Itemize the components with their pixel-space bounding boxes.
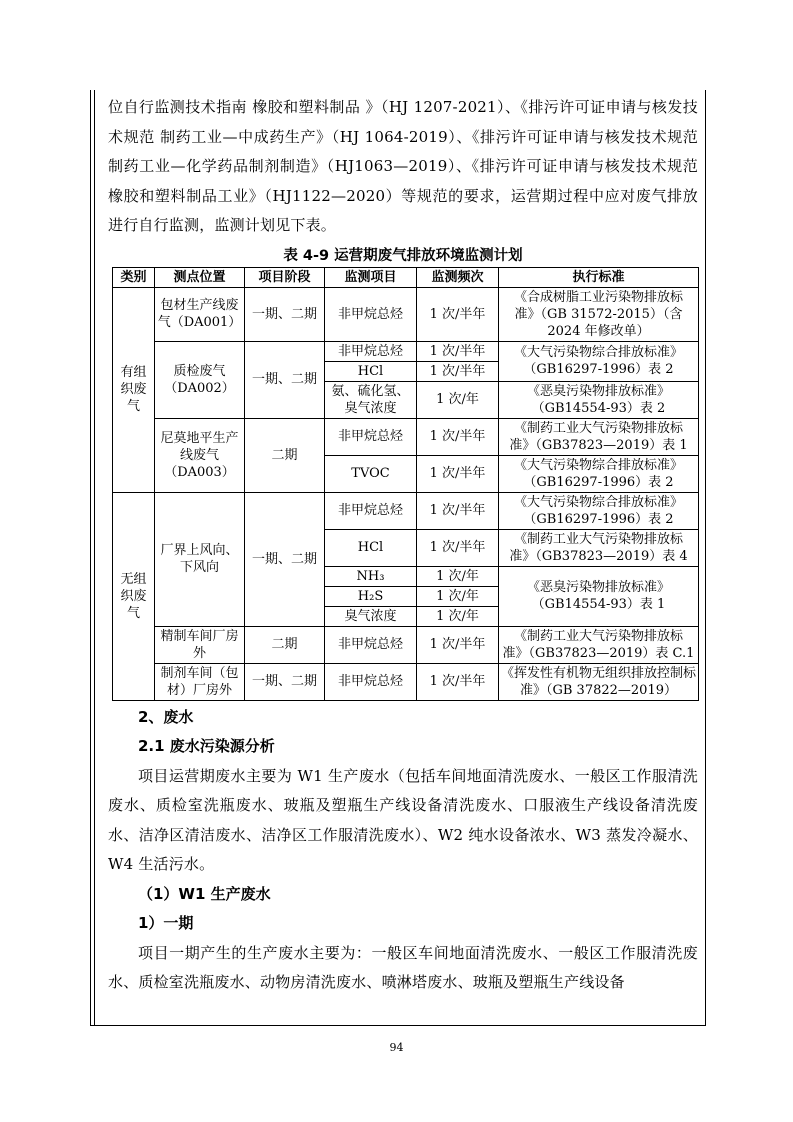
phase1-heading: 1）一期 xyxy=(138,914,194,932)
phase-cell: 一期、二期 xyxy=(245,492,325,626)
intro-paragraph: 位自行监测技术指南 橡胶和塑料制品 》（HJ 1207-2021）、《排污许可证申请与核发技术规范 制药工业—中成药生产》（HJ 1064-2019）、《排污许可证申请与核发技术规范 制药工业—化学药品制剂制造》（HJ1063—2019）、《排污许可证申请与核发技术规范 橡胶和塑料制品工业》（HJ1122—2020）等规范的要求，运营期过程中应对废气排放进行自行监测，监测计划见下表。 xyxy=(108,98,698,234)
header-standard: 执行标准 xyxy=(499,267,699,287)
frame-bottom-border xyxy=(90,1025,706,1026)
standard-cell: 《挥发性有机物无组织排放控制标准》（GB 37822—2019） xyxy=(499,663,699,700)
item-cell: 非甲烷总烃 xyxy=(325,341,417,361)
table-caption: 表 4-9 运营期废气排放环境监测计划 xyxy=(283,247,523,264)
standard-cell: 《大气污染物综合排放标准》（GB16297-1996）表 2 xyxy=(499,492,699,529)
table-row xyxy=(113,492,699,529)
location-cell: 制剂车间（包材）厂房外 xyxy=(155,663,245,700)
item-cell: 氨、硫化氢、臭气浓度 xyxy=(325,381,417,418)
wastewater-paragraph: 项目运营期废水主要为 W1 生产废水（包括车间地面清洗废水、一般区工作服清洗废水、质检室洗瓶废水、玻瓶及塑瓶生产线设备清洗废水、口服液生产线设备清洗废水、洁净区清洁废水、洁净区工作服清洗废水）、W2 纯水设备浓水、W3 蒸发冷凝水、W4 生活污水。 xyxy=(108,766,698,873)
section-heading-wastewater: 2、废水 xyxy=(138,707,194,726)
standard-cell: 《恶臭污染物排放标准》（GB14554-93）表 2 xyxy=(499,381,699,418)
phase-cell: 一期、二期 xyxy=(245,287,325,341)
frequency-cell: 1 次/年 xyxy=(417,566,499,586)
table-row xyxy=(113,626,699,663)
header-phase: 项目阶段 xyxy=(245,267,325,287)
frequency-cell: 1 次/半年 xyxy=(417,492,499,529)
standard-cell: 《大气污染物综合排放标准》（GB16297-1996）表 2 xyxy=(499,341,699,381)
item-cell: 非甲烷总烃 xyxy=(325,626,417,663)
frequency-cell: 1 次/半年 xyxy=(417,529,499,566)
frequency-cell: 1 次/半年 xyxy=(417,626,499,663)
frequency-cell: 1 次/半年 xyxy=(417,455,499,492)
category-fugitive: 无组织废气 xyxy=(113,492,155,700)
standard-cell: 《大气污染物综合排放标准》（GB16297-1996）表 2 xyxy=(499,455,699,492)
item-cell: 非甲烷总烃 xyxy=(325,418,417,455)
section-heading-wastewater-analysis: 2.1 废水污染源分析 xyxy=(138,737,275,755)
item-cell: 非甲烷总烃 xyxy=(325,492,417,529)
phase-cell: 二期 xyxy=(245,418,325,492)
location-cell: 尼莫地平生产线废气（DA003） xyxy=(155,418,245,492)
header-category: 类别 xyxy=(113,267,155,287)
page-number: 94 xyxy=(389,1041,404,1054)
frequency-cell: 1 次/半年 xyxy=(417,287,499,341)
table-row xyxy=(113,287,699,341)
phase-cell: 二期 xyxy=(245,626,325,663)
monitoring-table xyxy=(112,267,699,701)
header-frequency: 监测频次 xyxy=(417,267,499,287)
frequency-cell: 1 次/年 xyxy=(417,606,499,626)
frequency-cell: 1 次/年 xyxy=(417,381,499,418)
frequency-cell: 1 次/半年 xyxy=(417,663,499,700)
item-cell: 非甲烷总烃 xyxy=(325,287,417,341)
frequency-cell: 1 次/半年 xyxy=(417,361,499,381)
location-cell: 质检废气（DA002） xyxy=(155,341,245,418)
location-cell: 包材生产线废气（DA001） xyxy=(155,287,245,341)
table-row xyxy=(113,341,699,361)
item-cell: TVOC xyxy=(325,455,417,492)
item-cell: H₂S xyxy=(325,586,417,606)
standard-cell: 《制药工业大气污染物排放标准》（GB37823—2019）表 C.1 xyxy=(499,626,699,663)
location-cell: 精制车间厂房外 xyxy=(155,626,245,663)
page-content xyxy=(108,90,698,998)
frame-right-border xyxy=(705,90,706,1026)
item-cell: HCl xyxy=(325,529,417,566)
frequency-cell: 1 次/半年 xyxy=(417,341,499,361)
header-location: 测点位置 xyxy=(155,267,245,287)
frame-left-border-inner xyxy=(94,90,95,1026)
item-cell: NH₃ xyxy=(325,566,417,586)
page-frame xyxy=(90,90,706,1026)
standard-cell: 《恶臭污染物排放标准》（GB14554-93）表 1 xyxy=(499,566,699,626)
item-cell: 非甲烷总烃 xyxy=(325,663,417,700)
item-cell: 臭气浓度 xyxy=(325,606,417,626)
w1-heading: （1）W1 生产废水 xyxy=(138,884,271,903)
table-header-row xyxy=(113,267,699,287)
item-cell: HCl xyxy=(325,361,417,381)
phase1-paragraph: 项目一期产生的生产废水主要为：一般区车间地面清洗废水、一般区工作服清洗废水、质检室洗瓶废水、动物房清洗废水、喷淋塔废水、玻瓶及塑瓶生产线设备 xyxy=(108,943,698,991)
table-row xyxy=(113,663,699,700)
category-organized: 有组织废气 xyxy=(113,287,155,492)
location-cell: 厂界上风向、下风向 xyxy=(155,492,245,626)
phase-cell: 一期、二期 xyxy=(245,663,325,700)
phase-cell: 一期、二期 xyxy=(245,341,325,418)
table-row xyxy=(113,418,699,455)
standard-cell: 《合成树脂工业污染物排放标准》（GB 31572-2015）（含 2024 年修改单） xyxy=(499,287,699,341)
header-item: 监测项目 xyxy=(325,267,417,287)
standard-cell: 《制药工业大气污染物排放标准》（GB37823—2019）表 1 xyxy=(499,418,699,455)
frame-left-border-outer xyxy=(90,90,91,1026)
standard-cell: 《制药工业大气污染物排放标准》（GB37823—2019）表 4 xyxy=(499,529,699,566)
frequency-cell: 1 次/年 xyxy=(417,586,499,606)
frequency-cell: 1 次/半年 xyxy=(417,418,499,455)
